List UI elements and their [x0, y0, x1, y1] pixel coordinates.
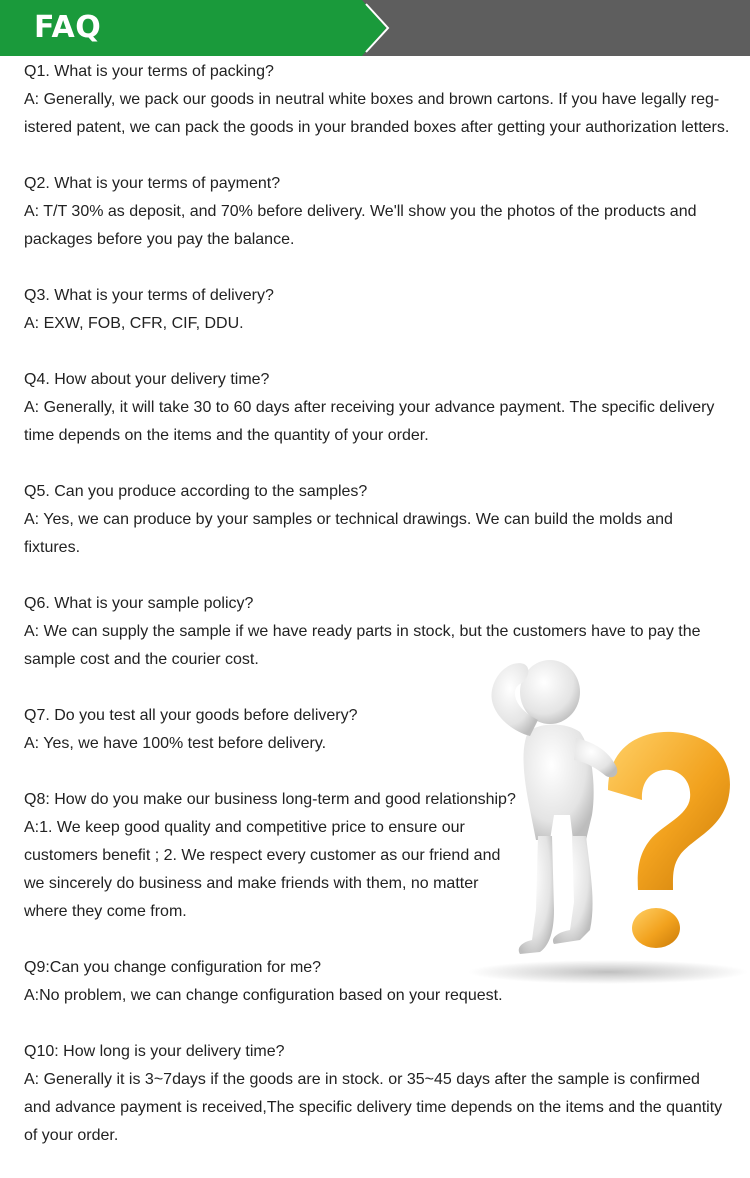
faq-answer-line: A: Generally, it will take 30 to 60 days after receiving your advance payment. The specific delivery [24, 399, 715, 416]
faq-item [24, 282, 740, 338]
faq-answer-line: packages before you pay the balance. [24, 231, 295, 248]
faq-answer-line: of your order. [24, 1127, 119, 1144]
faq-answer-line: A: Generally, we pack our goods in neutral white boxes and brown cartons. If you have legally reg- [24, 91, 720, 108]
faq-question: Q7. Do you test all your goods before delivery? [24, 707, 358, 724]
faq-item [24, 1038, 740, 1150]
faq-question: Q9:Can you change configuration for me? [24, 959, 322, 976]
faq-answer-line: and advance payment is received,The specific delivery time depends on the items and the quantity [24, 1099, 723, 1116]
faq-answer-line: customers benefit ; 2. We respect every customer as our friend and [24, 847, 501, 864]
faq-answer-line: A: Generally it is 3~7days if the goods are in stock. or 35~45 days after the sample is confirmed [24, 1071, 700, 1088]
faq-item [24, 478, 740, 562]
faq-question: Q1. What is your terms of packing? [24, 63, 274, 80]
faq-item [24, 170, 740, 254]
faq-item [24, 366, 740, 450]
thinking-man-question-mark-icon [458, 640, 750, 985]
faq-answer-line: A:1. We keep good quality and competitive price to ensure our [24, 819, 465, 836]
faq-answer-line: we sincerely do business and make friends with them, no matter [24, 875, 479, 892]
faq-question: Q5. Can you produce according to the samples? [24, 483, 368, 500]
faq-question: Q4. How about your delivery time? [24, 371, 270, 388]
faq-answer-line: A: Yes, we can produce by your samples or technical drawings. We can build the molds and [24, 511, 673, 528]
faq-answer-line: A: EXW, FOB, CFR, CIF, DDU. [24, 315, 244, 332]
faq-answer-line: A:No problem, we can change configuration based on your request. [24, 987, 503, 1004]
faq-item [24, 58, 740, 142]
faq-answer-line: A: T/T 30% as deposit, and 70% before delivery. We'll show you the photos of the products and [24, 203, 697, 220]
faq-answer-line: sample cost and the courier cost. [24, 651, 259, 668]
faq-question: Q6. What is your sample policy? [24, 595, 254, 612]
faq-question: Q2. What is your terms of payment? [24, 175, 281, 192]
faq-title: FAQ [34, 10, 102, 45]
faq-answer-line: fixtures. [24, 539, 81, 556]
faq-question: Q10: How long is your delivery time? [24, 1043, 285, 1060]
faq-list [24, 58, 740, 1178]
faq-question: Q3. What is your terms of delivery? [24, 287, 274, 304]
faq-answer-line: time depends on the items and the quantity of your order. [24, 427, 429, 444]
header-tab-shape [0, 0, 750, 56]
faq-answer-line: where they come from. [24, 903, 187, 920]
faq-answer-line: A: Yes, we have 100% test before delivery. [24, 735, 327, 752]
faq-answer-line: A: We can supply the sample if we have ready parts in stock, but the customers have to pay the [24, 623, 701, 640]
faq-question: Q8: How do you make our business long-term and good relationship? [24, 791, 516, 808]
faq-header [0, 0, 750, 56]
faq-answer-line: istered patent, we can pack the goods in your branded boxes after getting your authorization letters. [24, 119, 730, 136]
